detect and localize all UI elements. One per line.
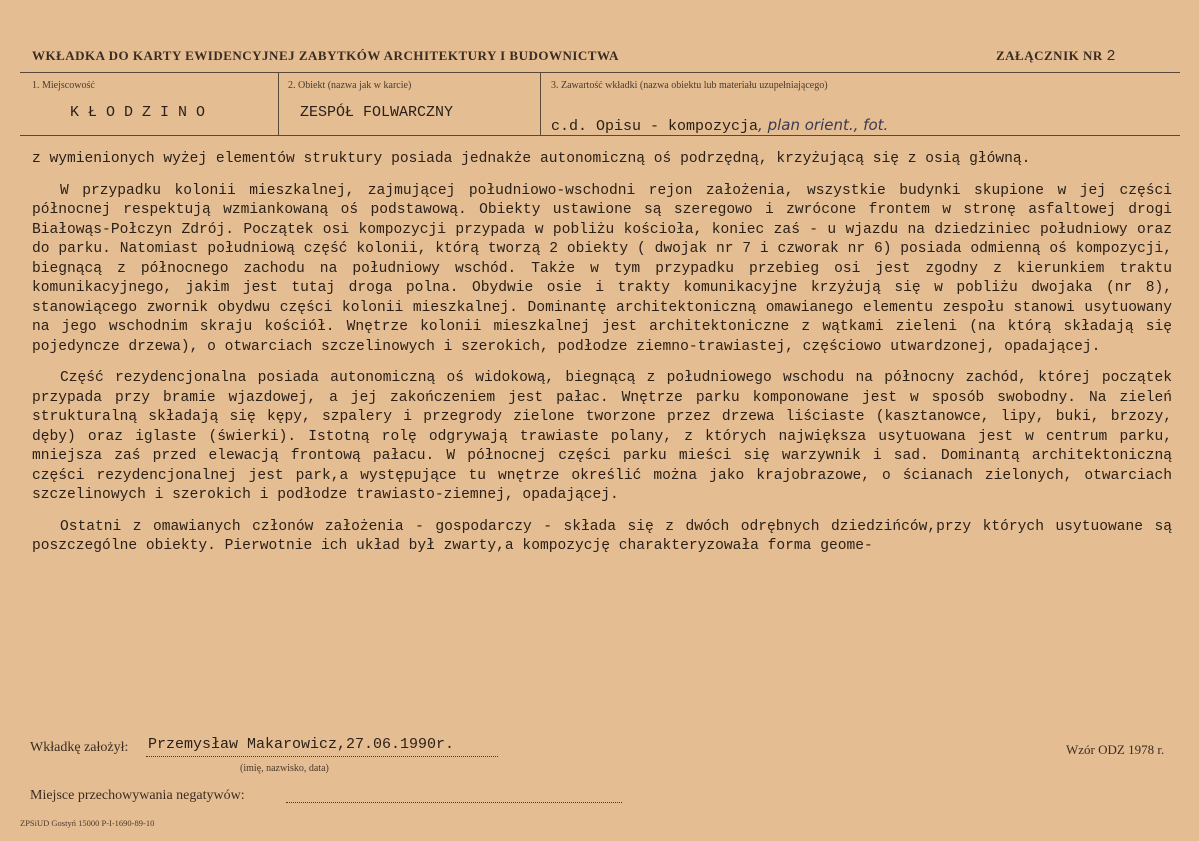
description-text xyxy=(32,150,1172,569)
paragraph-2: W przypadku kolonii mieszkalnej, zajmującej południowo-wschodni rejon założenia, wszystkie budynki skupione w jej części północnej respektują wzmiankowaną oś podstawową. Obiekty ustawione są szeregowo i zwrócone frontem w stronę asfaltowej drogi Białowąs-Połczyn Zdrój. Początek osi kompozycji przypada w pobliżu kościoła, koniec zaś - u wjazdu na dziedziniec południowy oraz do parku. Natomiast południową część kolonii, którą tworzą 2 obiekty ( dwojak nr 7 i czworak nr 6) posiada odmienną oś kompozycji, biegnącą z północnego zachodu na południowy wschód. Także w tym przypadku przebieg osi jest zgodny z kierunkiem traktu komunikacyjnego, jakim jest tutaj droga polna. Obydwie osie i trakty komunikacyjne krzyżują się w pobliżu dwojaka (nr 8), stanowiącego zwornik obydwu części kolonii mieszkalnej. Dominantę architektoniczną omawianego elementu zespołu stanowi usytuowany na jego wschodnim skraju kościół. Wnętrze kolonii mieszkalnej jest architektoniczne z wątkami zieleni (na którą składają się pojedyncze drzewa), o otwarciach szczelinowych i szerokich, podłodze ziemno-trawiastej, częściowo utwardzonej, opadającej. xyxy=(32,182,1172,355)
paragraph-1: z wymienionych wyżej elementów struktury posiada jednakże autonomiczną oś podrzędną, krzyżującą się z osią główną. xyxy=(32,151,1031,167)
founded-by-line xyxy=(146,756,498,757)
top-rule xyxy=(20,72,1180,73)
annex-number-value: 2 xyxy=(1106,48,1117,65)
field-divider-2 xyxy=(540,72,541,135)
object-label: 2. Obiekt (nazwa jak w karcie) xyxy=(288,80,412,91)
locality-value: KŁODZINO xyxy=(70,104,215,121)
field-divider-1 xyxy=(278,72,279,135)
paragraph-4: Ostatni z omawianych członów założenia - gospodarczy - składa się z dwóch odrębnych dziedzińców,przy których usytuowane są poszczególne obiekty. Pierwotnie ich układ był zwarty,a kompozycję charakteryzowała forma geome- xyxy=(32,518,1172,554)
founded-by-value: Przemysław Makarowicz,27.06.1990r. xyxy=(148,736,455,753)
printer-imprint: ZPSiUD Gostyń 15000 P-I-1690-89-10 xyxy=(20,818,155,828)
negatives-location-label: Miejsce przechowywania negatywów: xyxy=(30,788,245,803)
fields-bottom-rule xyxy=(20,135,1180,136)
founded-by-note: (imię, nazwisko, data) xyxy=(240,763,329,774)
object-value: ZESPÓŁ FOLWARCZNY xyxy=(300,104,454,121)
paragraph-3: Część rezydencjonalna posiada autonomiczną oś widokową, biegnącą z południowego wschodu na północny zachód, której początek przypada przy bramie wjazdowej, a jej zakończeniem jest pałac. Wnętrze parku komponowane jest w sposób swobodny. Na zieleń strukturalną składają się kępy, szpalery i przegrody zielone tworzone przez drzewa liściaste (kasztanowce, lipy, buki, brzozy, dęby) oraz iglaste (świerki). Istotną rolę odgrywają trawiaste polany, z których największa usytuowana jest w centrum parku, mniejsza zaś przed elewacją frontową pałacu. W północnej części parku mieści się warzywnik i sad. Dominantą architektoniczną części rezydencjonalnej jest park,a występujące tu wnętrze określić można jako krajobrazowe, o ścianach zielonych, otwarciach szczelinowych i szerokich i podłodze trawiasto-ziemnej, opadającej. xyxy=(32,370,1172,503)
content-value-typed: c.d. Opisu - kompozycja xyxy=(551,118,759,135)
founded-by-label: Wkładkę założył: xyxy=(30,740,129,755)
form-model: Wzór ODZ 1978 r. xyxy=(1066,742,1165,757)
content-value xyxy=(551,116,888,135)
negatives-location-line xyxy=(286,802,622,803)
content-value-handwritten: , plan orient., fot. xyxy=(758,116,889,134)
locality-label: 1. Miejscowość xyxy=(32,80,95,91)
annex-number xyxy=(996,48,1116,65)
content-label: 3. Zawartość wkładki (nazwa obiektu lub materiału uzupełniającego) xyxy=(551,80,828,91)
form-title: WKŁADKA DO KARTY EWIDENCYJNEJ ZABYTKÓW ARCHITEKTURY I BUDOWNICTWA xyxy=(32,48,619,63)
annex-label: ZAŁĄCZNIK NR xyxy=(996,48,1103,63)
